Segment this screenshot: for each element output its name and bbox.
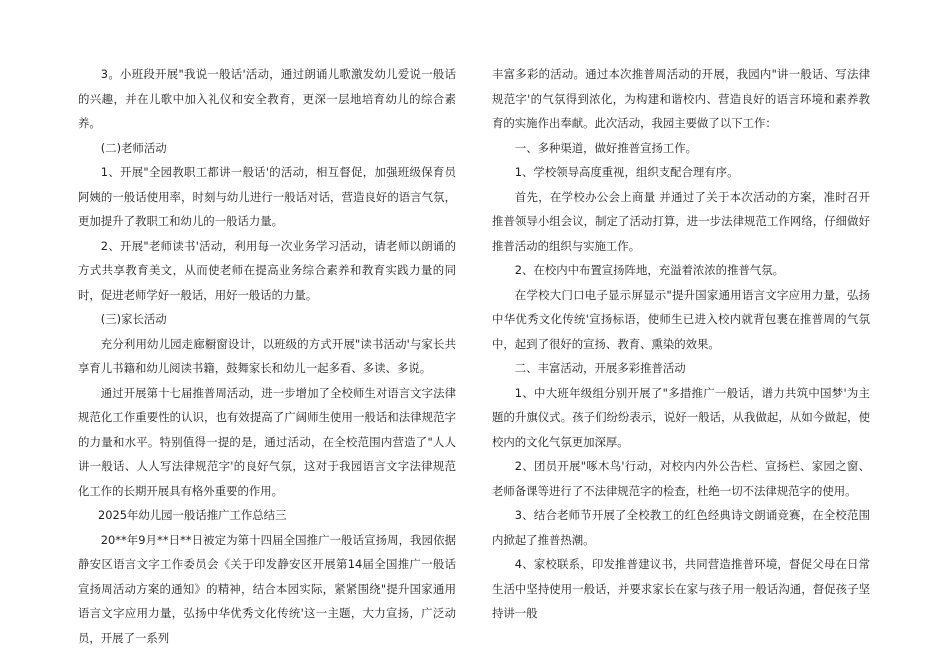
- paragraph-recitation: 3、结合老师节开展了全校教工的红色经典诗文朗诵竞赛，在全校范围内掀起了推普热潮。: [492, 508, 870, 547]
- left-column: [78, 62, 456, 650]
- paragraph-flag-ceremony: 1、中大班年级组分别开展了"多措推广一般话，谱力共筑中国梦'为主题的升旗仪式。孩子们纷纷表示，说好一般话，从我做起，从如今做起，使校内的文化气氛更加深厚。: [492, 385, 870, 449]
- paragraph-parent-reading: 充分利用幼儿园走廊橱窗设计，以班级的方式开展"读书活动'与家长共享育儿书籍和幼儿阅读书籍，鼓舞家长和幼儿一起多看、多读、多说。: [78, 336, 456, 375]
- paragraph-home-school: 4、家校联系，印发推普建议书，共同营造推普环境，督促父母在日常生活中坚持使用一般话，并要求家长在家与孩子用一般话沟通，督促孩子坚持讲一般: [492, 557, 870, 620]
- paragraph-woodpecker: 2、团员开展"啄木鸟'行动，对校内内外公告栏、宣扬栏、家园之窗、老师备课等进行了不法律规范字的检查，杜绝一切不法律规范字的使用。: [492, 459, 870, 498]
- paragraph-summary: 通过开展第十七届推普周活动，进一步增加了全校师生对语言文字法律规范化工作重要性的认识，也有效提高了广阔师生使用一般话和法律规范字的力量和水平。特别值得一提的是，通过活动，在全校范围内营造了"人人讲一般话、人人写法律规范字'的良好气氛，这对于我园语言文字法律规范化工作的长期开展具有格外重要的作用。: [78, 385, 456, 498]
- heading-rich-activities: 二、丰富活动，开展多彩推普活动: [514, 361, 686, 375]
- paragraph-campus-layout: 2、在校内中布置宣扬阵地，充溢着浓浓的推普气氛。: [514, 263, 785, 277]
- paragraph-continuation: 丰富多彩的活动。通过本次推普周活动的开展，我园内"讲一般话、写法律规范字'的气氛得到浓化，为构建和谐校内、营造良好的语言环境和素养教育的实施作出奉献。此次活动，我园主要做了以下工作：: [492, 67, 870, 130]
- paragraph-small-class-activity: 3。小班段开展"我说一般话'活动，通过朗诵儿歌激发幼儿爱说一般话的兴趣，并在儿歌中加入礼仪和安全教育，更深一层地培育幼儿的综合素养。: [78, 67, 456, 130]
- section-title: 2025年幼儿园一般话推广工作总结三: [98, 508, 287, 522]
- right-column: [492, 62, 870, 626]
- paragraph-intro: 20**年9月**日**日被定为第十四届全国推广一般话宣扬周，我园依据静安区语言文字工作委员会《关于印发静安区开展第14届全国推广一般话宣扬周活动方案的通知》的精神，结合本园实际，紧紧围绕"提升国家通用语言文字应用力量，弘扬中华优秀文化传统'这一主题，大力宣扬，广泛动员，开展了一系列: [78, 532, 456, 645]
- paragraph-leadership: 1、学校领导高度重视，组织支配合理有序。: [514, 165, 739, 179]
- paragraph-staff-activity: 1、开展"全园教职工都讲一般话'的活动，相互督促，加强班级保育员阿姨的一般话使用率，时刻与幼儿进行一般话对话，营造良好的语言气氛，更加提升了教职工和幼儿的一般话力量。: [78, 165, 456, 228]
- paragraph-teacher-reading: 2、开展"老师读书'活动，利用每一次业务学习活动，请老师以朗诵的方式共享教育美文，从而使老师在提高业务综合素养和教育实践力量的同时，促进老师学好一般话，用好一般话的力量。: [78, 238, 456, 302]
- paragraph-meeting: 首先，在学校办公会上商量 并通过了关于本次活动的方案，准时召开推普领导小组会议，制定了活动打算，进一步法律规范工作网络，仔细做好推普活动的组织与实施工作。: [492, 189, 870, 253]
- heading-teacher-activities: (二)老师活动: [100, 140, 167, 155]
- paragraph-display-screen: 在学校大门口电子显示屏显示"提升国家通用语言文字应用力量，弘扬中华优秀文化传统'宣扬标语，使师生已进入校内就背包裹在推普周的气氛中，起到了很好的宣扬、教育、熏染的效果。: [492, 287, 870, 351]
- heading-publicity: 一、多种渠道，做好推普宣扬工作。: [514, 140, 698, 155]
- heading-parent-activities: (三)家长活动: [100, 312, 167, 326]
